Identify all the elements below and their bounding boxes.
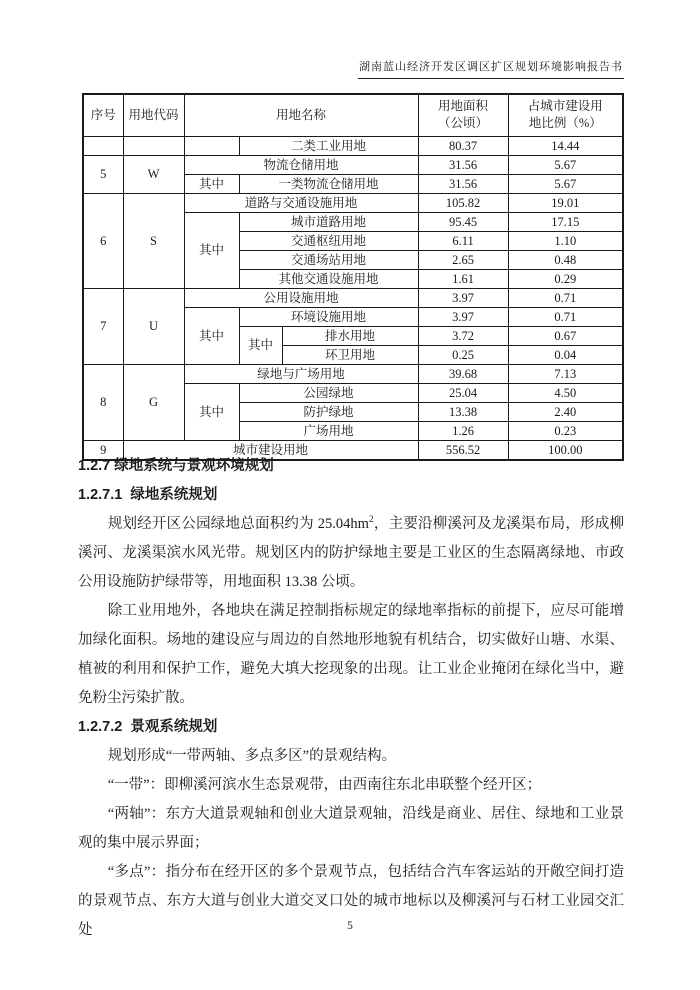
table-cell: 0.29 — [508, 269, 623, 288]
table-cell: 2.40 — [508, 402, 623, 421]
table-cell: 0.48 — [508, 250, 623, 269]
table-cell: 二类工业用地 — [239, 136, 418, 155]
table-cell: 道路与交通设施用地 — [184, 193, 418, 212]
table-cell: S — [123, 193, 184, 288]
table-cell: 7 — [83, 288, 123, 364]
table-cell: 交通枢纽用地 — [239, 231, 418, 250]
table-cell — [123, 136, 184, 155]
paragraph-greening: 除工业用地外，各地块在满足控制指标规定的绿地率指标的前提下，应尽可能增加绿化面积。场地的建设应与周边的自然地形地貌有机结合，切实做好山塘、水渠、植被的利用和保护工作，避免大填大挖现象的出现。让工业企业掩闭在绿化当中，避免粉尘污染扩散。 — [78, 603, 624, 706]
table-cell: 1.10 — [508, 231, 623, 250]
table-cell: 4.50 — [508, 383, 623, 402]
table-cell: W — [123, 155, 184, 193]
paragraph-green-space — [78, 510, 624, 597]
table-header-name: 用地名称 — [184, 94, 418, 136]
table-cell: 80.37 — [418, 136, 508, 155]
table-cell — [83, 136, 123, 155]
table-cell: U — [123, 288, 184, 364]
table-cell: 25.04 — [418, 383, 508, 402]
table-cell: 13.38 — [418, 402, 508, 421]
superscript-2: 2 — [368, 515, 374, 526]
section-heading-1-2-7: 1.2.7 绿地系统与景观环境规划 — [78, 458, 274, 474]
table-row — [83, 136, 623, 155]
table-cell: 0.71 — [508, 307, 623, 326]
table-cell: 绿地与广场用地 — [184, 364, 418, 383]
table-cell: 排水用地 — [282, 326, 418, 345]
table-cell: 1.26 — [418, 421, 508, 440]
table-cell: 0.71 — [508, 288, 623, 307]
table-header-area-line2: （公顷） — [438, 116, 489, 131]
table-cell: 环卫用地 — [282, 345, 418, 364]
table-cell: 公用设施用地 — [184, 288, 418, 307]
table-cell: 17.15 — [508, 212, 623, 231]
table-header-area — [418, 94, 508, 136]
table-header-pct-line1: 占城市建设用 — [527, 99, 603, 114]
table-cell: 其中 — [184, 212, 239, 288]
table-row — [83, 193, 623, 212]
table-cell: 6.11 — [418, 231, 508, 250]
table-cell: 其中 — [184, 383, 239, 440]
table-header-pct-line2: 地比例（%） — [528, 116, 602, 131]
paragraph-two-axes: “两轴”：东方大道景观轴和创业大道景观轴，沿线是商业、居住、绿地和工业景观的集中展示界面； — [78, 806, 624, 851]
landuse-table — [82, 93, 624, 461]
table-cell: 0.25 — [418, 345, 508, 364]
table-cell: 14.44 — [508, 136, 623, 155]
table-cell: 105.82 — [418, 193, 508, 212]
table-cell: 3.97 — [418, 307, 508, 326]
page-footer — [0, 920, 700, 932]
body-content — [78, 452, 624, 945]
running-header-text: 湖南蓝山经济开发区调区扩区规划环境影响报告书 — [358, 58, 624, 79]
table-cell: 3.72 — [418, 326, 508, 345]
table-cell: 其他交通设施用地 — [239, 269, 418, 288]
table-cell: 2.65 — [418, 250, 508, 269]
table-header-code: 用地代码 — [123, 94, 184, 136]
table-cell: 556.52 — [418, 440, 508, 460]
table-cell: 1.61 — [418, 269, 508, 288]
table-cell: 0.04 — [508, 345, 623, 364]
table-cell: 95.45 — [418, 212, 508, 231]
table-cell: 广场用地 — [239, 421, 418, 440]
table-cell: 公园绿地 — [239, 383, 418, 402]
paragraph-landscape-structure: 规划形成“一带两轴、多点多区”的景观结构。 — [107, 748, 397, 764]
paragraph-green-space-text: 规划经开区公园绿地总面积约为 25.04hm — [107, 516, 369, 532]
table-cell: 城市建设用地 — [123, 440, 418, 460]
table-row — [83, 364, 623, 383]
table-cell: 5.67 — [508, 155, 623, 174]
table-cell: 其中 — [184, 307, 239, 364]
table-cell: 5 — [83, 155, 123, 193]
table-cell: 0.23 — [508, 421, 623, 440]
table-header-area-line1: 用地面积 — [438, 99, 489, 114]
table-cell: 31.56 — [418, 174, 508, 193]
table-cell: 9 — [83, 440, 123, 460]
running-header — [78, 57, 624, 79]
table-cell: 防护绿地 — [239, 402, 418, 421]
table-row — [83, 155, 623, 174]
table-cell: 5.67 — [508, 174, 623, 193]
page-number: 5 — [347, 920, 353, 932]
table-cell: 城市道路用地 — [239, 212, 418, 231]
paragraph-one-belt: “一带”：即柳溪河滨水生态景观带，由西南往东北串联整个经开区； — [107, 777, 542, 793]
table-cell: 31.56 — [418, 155, 508, 174]
section-heading-1-2-7-1: 1.2.7.1 绿地系统规划 — [78, 487, 218, 503]
table-header-row — [83, 94, 623, 136]
table-cell: 环境设施用地 — [239, 307, 418, 326]
table-header-pct — [508, 94, 623, 136]
table-cell: 39.68 — [418, 364, 508, 383]
table-cell: 一类物流仓储用地 — [239, 174, 418, 193]
table-cell: 其中 — [184, 174, 239, 193]
table-cell: 3.97 — [418, 288, 508, 307]
table-header-seq: 序号 — [83, 94, 123, 136]
table-cell: 100.00 — [508, 440, 623, 460]
paragraph-multi-points: “多点”：指分布在经开区的多个景观节点，包括结合汽车客运站的开敞空间打造的景观节点、东方大道与创业大道交叉口处的城市地标以及柳溪河与石材工业园交汇处 — [78, 864, 624, 938]
table-cell: G — [123, 364, 184, 440]
landuse-table-body — [83, 136, 623, 460]
table-cell: 8 — [83, 364, 123, 440]
table-cell: 其中 — [239, 326, 282, 364]
table-cell: 19.01 — [508, 193, 623, 212]
table-cell: 7.13 — [508, 364, 623, 383]
table-cell: 交通场站用地 — [239, 250, 418, 269]
table-cell — [184, 136, 239, 155]
table-cell: 物流仓储用地 — [184, 155, 418, 174]
section-heading-1-2-7-2: 1.2.7.2 景观系统规划 — [78, 719, 218, 735]
table-cell: 0.67 — [508, 326, 623, 345]
paragraph-green-space-text2: ，主要沿柳溪河及龙溪渠布局，形成柳溪河、龙溪渠滨水风光带。规划区内的防护绿地主要是工业区的生态隔离绿地、市政公用设施防护绿带等，用地面积 13.38 公顷。 — [78, 516, 625, 590]
table-row — [83, 288, 623, 307]
table-cell: 6 — [83, 193, 123, 288]
